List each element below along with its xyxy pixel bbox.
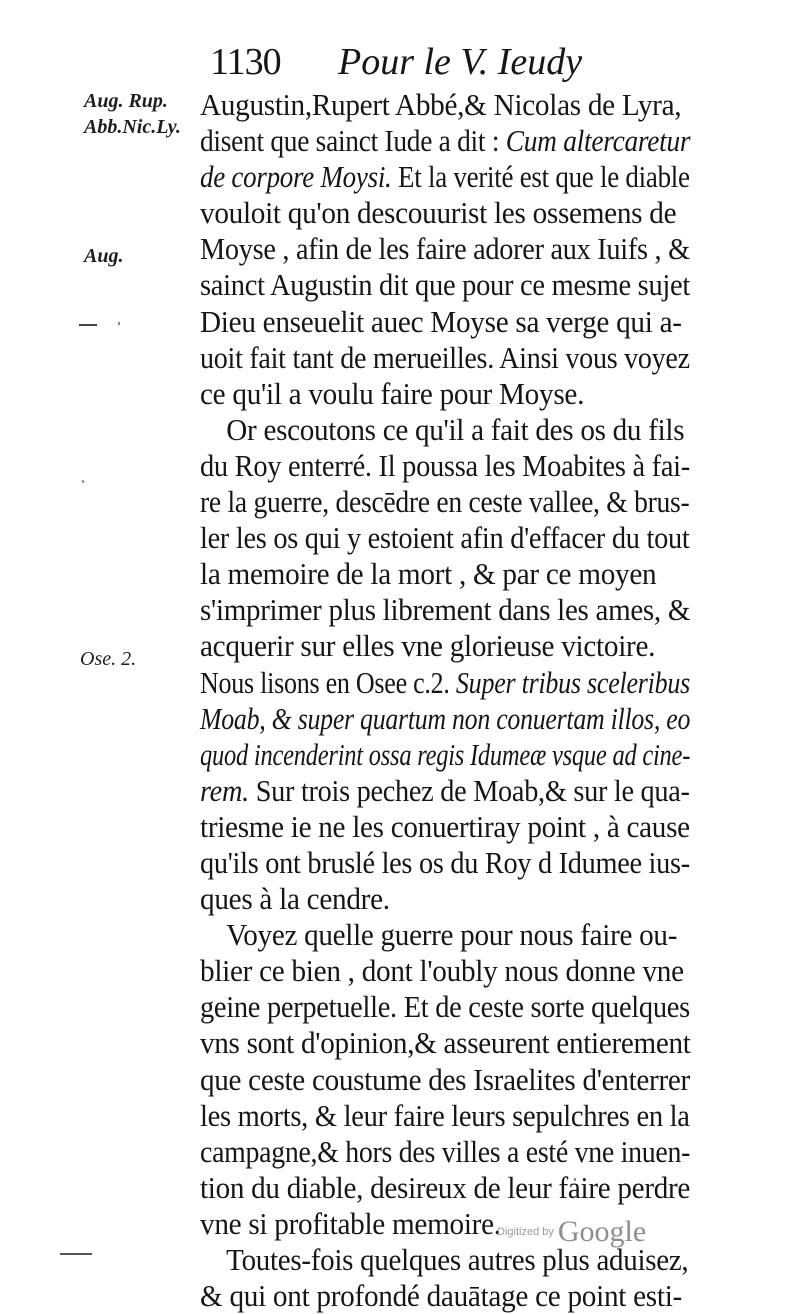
line-text: campagne,& hors des villes a esté vne inuen- <box>200 1133 691 1169</box>
margin-mark <box>79 324 97 326</box>
italic-quote: Moab, & super quartum non conuertam illos, eo <box>200 700 691 736</box>
text-line <box>200 447 690 484</box>
line-text: vouloit qu'on descouurist les ossemens de <box>200 195 677 231</box>
body-text <box>200 87 720 1314</box>
line-text: Moyse , afin de les faire adorer aux Iuifs , & <box>200 231 690 267</box>
page-number: 1130 <box>210 41 281 83</box>
line-text: que ceste coustume des Israelites d'enterrer <box>200 1061 690 1097</box>
line-text: triesme ie ne les conuertiray point , à cause <box>200 808 690 844</box>
text-line <box>200 304 690 340</box>
digitized-watermark <box>497 1215 646 1249</box>
text-line <box>200 700 691 737</box>
text-line <box>200 520 690 556</box>
text-line <box>200 195 690 231</box>
text-line <box>200 736 691 773</box>
line-text: s'imprimer plus librement dans les ames, & <box>200 592 691 628</box>
line-text: Toutes-fois quelques autres plus aduisez, <box>226 1242 689 1277</box>
margin-note-abb-nic-ly: Abb.Nic.Ly. <box>84 116 181 138</box>
line-text: Sur trois pechez de Moab,& sur le qua- <box>248 772 690 808</box>
watermark-prefix: Digitized by <box>497 1226 554 1238</box>
text-line <box>200 339 690 376</box>
italic-quote: Super tribus sceleribus <box>455 664 691 700</box>
line-text: Nous lisons en Osee c.2. <box>200 664 456 700</box>
text-line <box>200 1025 691 1061</box>
line-text: qu'ils ont bruslé les os du Roy d Idumee ius- <box>200 844 690 880</box>
text-line <box>200 881 690 917</box>
italic-quote: de corpore Moysi. <box>200 159 392 195</box>
text-line <box>200 664 691 701</box>
text-line <box>200 809 689 845</box>
text-line <box>200 1278 690 1314</box>
italic-quote: rem. <box>200 772 249 808</box>
text-line <box>200 1097 690 1134</box>
page-header <box>0 40 787 90</box>
text-line <box>200 412 688 448</box>
line-text: du Roy enterré. Il poussa les Moabites à fai- <box>200 447 690 483</box>
italic-quote: quod incenderint ossa regis Idumeæ vsque ad cine- <box>200 736 691 772</box>
running-title: Pour le V. Ieudy <box>338 41 583 83</box>
line-text: ce qu'il a voulu faire pour Moyse. <box>200 375 585 411</box>
line-text: Augustin,Rupert Abbé,& Nicolas de Lyra, <box>200 87 682 122</box>
italic-quote: Cum altercaretur <box>505 123 691 159</box>
margin-note-aug-rup: Aug. Rup. <box>84 90 168 112</box>
ink-speck <box>118 322 120 325</box>
line-text: vne si profitable memoire. <box>200 1205 501 1241</box>
line-text: ler les os qui y estoient afin d'effacer du tout <box>200 520 690 556</box>
line-text: Dieu enseuelit auec Moyse sa verge qui a- <box>200 303 682 339</box>
line-text: Et la verité est que le diable <box>391 159 690 195</box>
ink-speck <box>81 480 84 484</box>
line-text: Or escoutons ce qu'il a fait des os du fils <box>226 411 685 447</box>
text-line <box>200 556 690 592</box>
text-line <box>200 989 690 1025</box>
line-text: re la guerre, descēdre en ceste vallee, & brus- <box>200 484 690 520</box>
line-text: sainct Augustin dit que pour ce mesme sujet <box>200 267 691 303</box>
google-logo-text: Google <box>557 1215 647 1248</box>
text-line <box>200 1169 691 1206</box>
margin-note-ose: Ose. 2. <box>80 648 137 670</box>
text-line <box>200 159 690 195</box>
text-line <box>200 376 690 412</box>
text-line <box>200 592 691 628</box>
text-line <box>200 87 690 123</box>
text-line <box>200 917 688 953</box>
margin-note-aug: Aug. <box>84 245 124 267</box>
line-text: disent que sainct Iude a dit : <box>200 123 506 159</box>
line-text: les morts, & leur faire leurs sepulchres en la <box>200 1097 690 1133</box>
line-text: geine perpetuelle. Et de ceste sorte quelques <box>200 989 690 1025</box>
text-line <box>200 844 690 881</box>
text-line <box>200 484 690 520</box>
text-line <box>200 231 690 267</box>
line-text: acquerir sur elles vne glorieuse victoire. <box>200 628 656 664</box>
bottom-rule <box>60 1253 92 1255</box>
line-text: la memoire de la mort , & par ce moyen <box>200 556 657 592</box>
line-text: ques à la cendre. <box>200 881 390 917</box>
line-text: blier ce bien , dont l'oubly nous donne vne <box>200 953 684 989</box>
line-text: vns sont d'opinion,& asseurent entierement <box>200 1025 691 1061</box>
text-line <box>200 1133 691 1170</box>
line-text: uoit fait tant de merueilles. Ainsi vous voyez <box>200 339 690 375</box>
text-line <box>200 953 690 989</box>
text-line <box>200 1062 688 1098</box>
line-text: tion du diable, desireux de leur faire perdre <box>200 1169 691 1205</box>
line-text: & qui ont profondé dauātage ce point esti- <box>200 1278 682 1314</box>
text-line <box>200 123 691 159</box>
text-line <box>200 267 691 303</box>
text-line <box>200 772 690 809</box>
line-text: Voyez quelle guerre pour nous faire ou- <box>226 917 678 953</box>
text-line <box>200 628 690 664</box>
